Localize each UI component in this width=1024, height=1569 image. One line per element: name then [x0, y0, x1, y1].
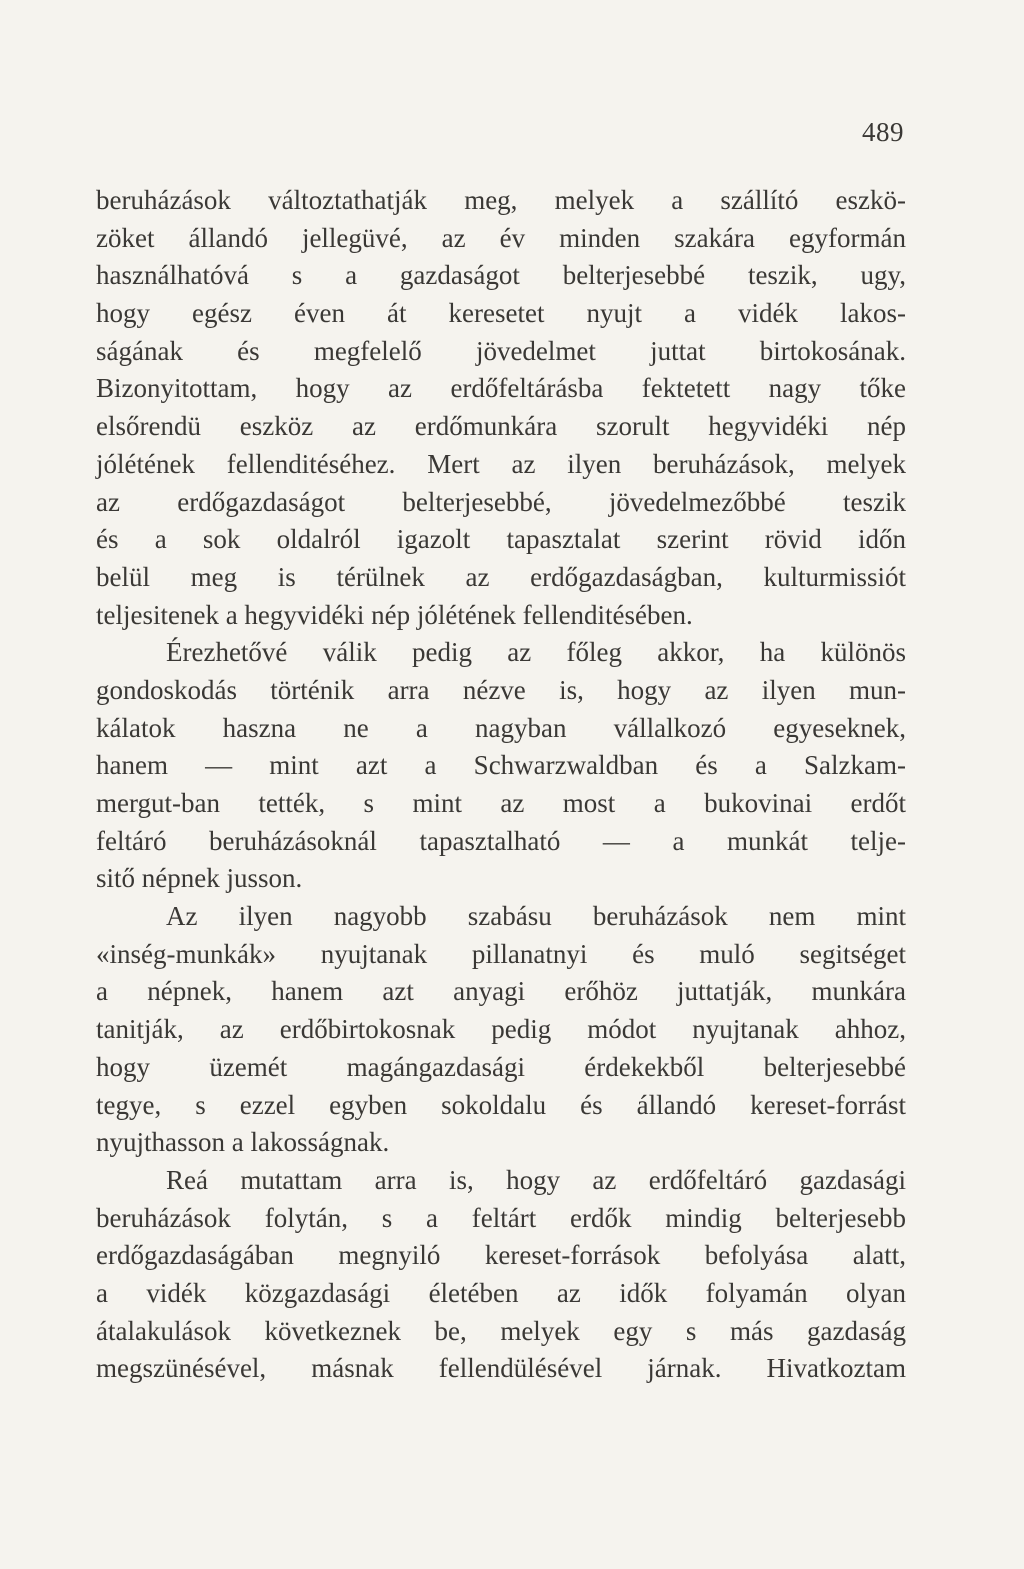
text-line: tanitják, az erdőbirtokosnak pedig módot nyujtanak ahhoz,	[96, 1014, 906, 1045]
text-line: hogy egész éven át keresetet nyujt a vidék lakos-	[96, 298, 906, 329]
text-line: Bizonyitottam, hogy az erdőfeltárásba fektetett nagy tőke	[96, 373, 906, 404]
text-line: sitő népnek jusson.	[96, 863, 303, 894]
text-line: beruházások folytán, s a feltárt erdők mindig belterjesebb	[96, 1202, 906, 1233]
text-line: a népnek, hanem azt anyagi erőhöz juttatják, munkára	[96, 976, 906, 1007]
text-line: és a sok oldalról igazolt tapasztalat szerint rövid időn	[96, 524, 906, 555]
text-line: a vidék közgazdasági életében az idők folyamán olyan	[96, 1277, 906, 1308]
text-line: mergut-ban tették, s mint az most a bukovinai erdőt	[96, 788, 906, 818]
text-line: megszünésével, másnak fellendülésével járnak. Hivatkoztam	[96, 1353, 906, 1384]
text-line: elsőrendü eszköz az erdőmunkára szorult hegyvidéki nép	[96, 411, 906, 442]
text-line: hanem — mint azt a Schwarzwaldban és a Salzkam-	[96, 750, 906, 781]
text-line: kálatok haszna ne a nagyban vállalkozó egyeseknek,	[96, 712, 906, 743]
text-line: hogy üzemét magángazdasági érdekekből belterjesebbé	[96, 1051, 906, 1082]
text-line: átalakulások következnek be, melyek egy s más gazdaság	[96, 1315, 906, 1346]
page-number: 489	[862, 117, 904, 147]
text-line: «inség-munkák» nyujtanak pillanatnyi és muló segitséget	[96, 938, 906, 969]
text-line: belül meg is térülnek az erdőgazdaságban, kulturmissiót	[96, 561, 906, 592]
text-line: beruházások változtathatják meg, melyek a szállító eszkö-	[96, 185, 906, 215]
text-line: az erdőgazdaságot belterjesebbé, jövedelmezőbbé teszik	[96, 486, 906, 517]
text-line: erdőgazdaságában megnyiló kereset-források befolyása alatt,	[96, 1240, 906, 1271]
paragraph-first-line: Reá mutattam arra is, hogy az erdőfeltáró gazdasági	[166, 1164, 906, 1195]
body-text	[96, 182, 906, 1388]
text-line: gondoskodás történik arra nézve is, hogy az ilyen mun-	[96, 674, 906, 705]
text-line: feltáró beruházásoknál tapasztalható — a munkát telje-	[96, 825, 906, 856]
paragraph-first-line: Az ilyen nagyobb szabásu beruházások nem mint	[166, 901, 906, 932]
paragraph-first-line: Érezhetővé válik pedig az főleg akkor, ha különös	[166, 637, 906, 668]
text-line: nyujthasson a lakosságnak.	[96, 1127, 390, 1158]
text-line: zöket állandó jellegüvé, az év minden szakára egyformán	[96, 222, 906, 253]
text-line: teljesitenek a hegyvidéki nép jólétének fellenditésében.	[96, 599, 693, 630]
text-line: tegye, s ezzel egyben sokoldalu és állandó kereset-forrást	[96, 1089, 906, 1120]
text-line: ságának és megfelelő jövedelmet juttat birtokosának.	[96, 335, 906, 366]
text-line: jólétének fellenditéséhez. Mert az ilyen beruházások, melyek	[96, 448, 906, 479]
text-line: használhatóvá s a gazdaságot belterjesebbé teszik, ugy,	[96, 260, 906, 291]
